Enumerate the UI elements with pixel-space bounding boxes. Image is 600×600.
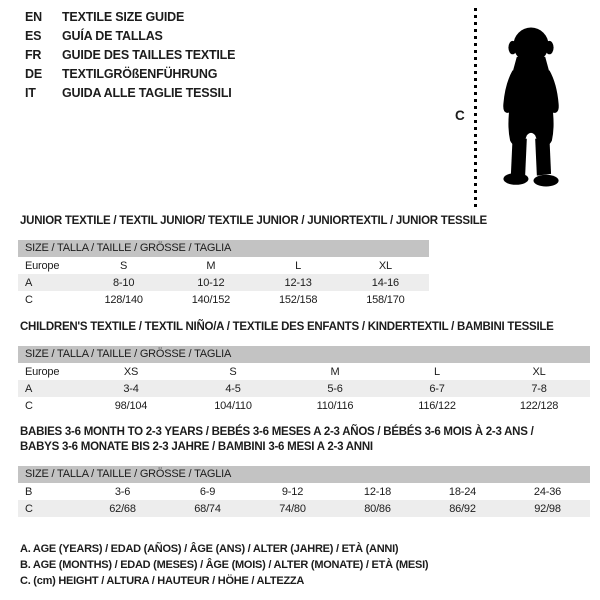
babies-textile-table <box>18 466 590 517</box>
language-item-en <box>25 8 235 27</box>
table-row <box>18 274 429 291</box>
cell-value: 24-36 <box>533 485 562 498</box>
cell-value: 122/128 <box>519 399 559 412</box>
footnotes <box>20 541 428 589</box>
table-row <box>18 483 590 500</box>
cell-value: 12-18 <box>363 485 392 498</box>
row-label: Europe <box>25 365 60 378</box>
childrens-textile-title <box>20 320 590 335</box>
language-title: TEXTILE SIZE GUIDE <box>62 10 185 24</box>
baby-silhouette-icon <box>485 8 577 206</box>
cell-value: 3-6 <box>114 485 131 498</box>
row-label: A <box>25 276 33 289</box>
language-item-fr <box>25 46 235 65</box>
table-row <box>18 363 590 380</box>
cell-value: 92/98 <box>534 502 561 515</box>
row-label: Europe <box>25 259 60 272</box>
table-row <box>18 380 590 397</box>
cell-value: 140/152 <box>191 293 231 306</box>
babies-textile-title <box>20 425 590 455</box>
language-code: FR <box>25 48 42 62</box>
language-item-it <box>25 84 235 103</box>
cell-value: 110/116 <box>316 399 354 412</box>
cell-value: 104/110 <box>214 399 252 412</box>
babies-textile-section <box>18 425 590 517</box>
cell-value: 10-12 <box>197 276 225 289</box>
language-title: TEXTILGRÖßENFÜHRUNG <box>62 67 218 81</box>
cell-value: 6-7 <box>429 382 445 395</box>
cell-value: 7-8 <box>531 382 547 395</box>
cell-value: 158/170 <box>366 293 405 306</box>
height-figure <box>450 6 595 210</box>
language-item-de <box>25 65 235 84</box>
cell-value: XL <box>378 259 392 272</box>
row-label: C <box>25 399 33 412</box>
cell-value: 80/86 <box>364 502 391 515</box>
cell-value: 152/158 <box>278 293 318 306</box>
table-title-line: CHILDREN'S TEXTILE / TEXTIL NIÑO/A / TEXTILE DES ENFANTS / KINDERTEXTIL / BAMBINI TESSILE <box>20 321 554 333</box>
cell-value: 128/140 <box>104 293 143 306</box>
language-title: GUÍA DE TALLAS <box>62 29 163 43</box>
measure-c-label: C <box>455 108 465 123</box>
table-title-line: BABYS 3-6 MONATE BIS 2-3 JAHRE / BAMBINI 3-6 MESI A 2-3 ANNI <box>20 441 373 453</box>
language-title: GUIDE DES TAILLES TEXTILE <box>62 48 236 62</box>
cell-value: 86/92 <box>449 502 476 515</box>
size-header-bar: SIZE / TALLA / TAILLE / GRÖSSE / TAGLIA <box>18 466 590 483</box>
table-title-line: BABIES 3-6 MONTH TO 2-3 YEARS / BEBÉS 3-6 MESES A 2-3 AÑOS / BÉBÉS 3-6 MOIS À 2-3 ANS / <box>20 426 534 438</box>
language-code: ES <box>25 29 42 43</box>
language-item-es <box>25 27 235 46</box>
cell-value: M <box>206 259 216 272</box>
cell-value: M <box>330 365 340 378</box>
footnote-line: C. (cm) HEIGHT / ALTURA / HAUTEUR / HÖHE / ALTEZZA <box>20 575 305 587</box>
cell-value: 14-16 <box>371 276 399 289</box>
table-row <box>18 257 429 274</box>
cell-value: XL <box>532 365 546 378</box>
cell-value: 12-13 <box>284 276 312 289</box>
footnote-line: A. AGE (YEARS) / EDAD (AÑOS) / ÂGE (ANS) / ALTER (JAHRE) / ETÀ (ANNI) <box>20 543 399 555</box>
height-measure-dotted-line <box>474 8 477 207</box>
cell-value: 62/68 <box>109 502 136 515</box>
size-header-bar: SIZE / TALLA / TAILLE / GRÖSSE / TAGLIA <box>18 346 590 363</box>
size-header-bar: SIZE / TALLA / TAILLE / GRÖSSE / TAGLIA <box>18 240 429 257</box>
cell-value: 98/104 <box>114 399 148 412</box>
footnote-line: B. AGE (MONTHS) / EDAD (MESES) / ÂGE (MOIS) / ALTER (MONATE) / ETÀ (MESI) <box>20 559 429 571</box>
cell-value: L <box>295 259 302 272</box>
language-title: GUIDA ALLE TAGLIE TESSILI <box>62 86 232 100</box>
cell-value: 18-24 <box>448 485 477 498</box>
cell-value: L <box>434 365 440 378</box>
cell-value: 74/80 <box>279 502 306 515</box>
cell-value: 3-4 <box>123 382 139 395</box>
language-list <box>25 8 235 103</box>
row-label: C <box>25 293 33 306</box>
row-label: C <box>25 502 33 515</box>
childrens-textile-table <box>18 346 590 414</box>
junior-textile-section <box>18 214 590 308</box>
language-code: EN <box>25 10 42 24</box>
cell-value: S <box>229 365 237 378</box>
cell-value: S <box>120 259 128 272</box>
table-row <box>18 291 429 308</box>
row-label: A <box>25 382 33 395</box>
junior-textile-title <box>20 214 590 229</box>
table-row <box>18 397 590 414</box>
childrens-textile-section <box>18 320 590 414</box>
cell-value: 8-10 <box>113 276 135 289</box>
row-label: B <box>25 485 33 498</box>
cell-value: 68/74 <box>194 502 221 515</box>
cell-value: 116/122 <box>418 399 456 412</box>
language-code: IT <box>25 86 36 100</box>
cell-value: 4-5 <box>225 382 241 395</box>
junior-textile-table <box>18 240 429 308</box>
table-row <box>18 500 590 517</box>
cell-value: 6-9 <box>199 485 216 498</box>
language-code: DE <box>25 67 42 81</box>
cell-value: 5-6 <box>327 382 343 395</box>
table-title-line: JUNIOR TEXTILE / TEXTIL JUNIOR/ TEXTILE JUNIOR / JUNIORTEXTIL / JUNIOR TESSILE <box>20 215 487 227</box>
cell-value: XS <box>123 365 139 378</box>
cell-value: 9-12 <box>281 485 304 498</box>
